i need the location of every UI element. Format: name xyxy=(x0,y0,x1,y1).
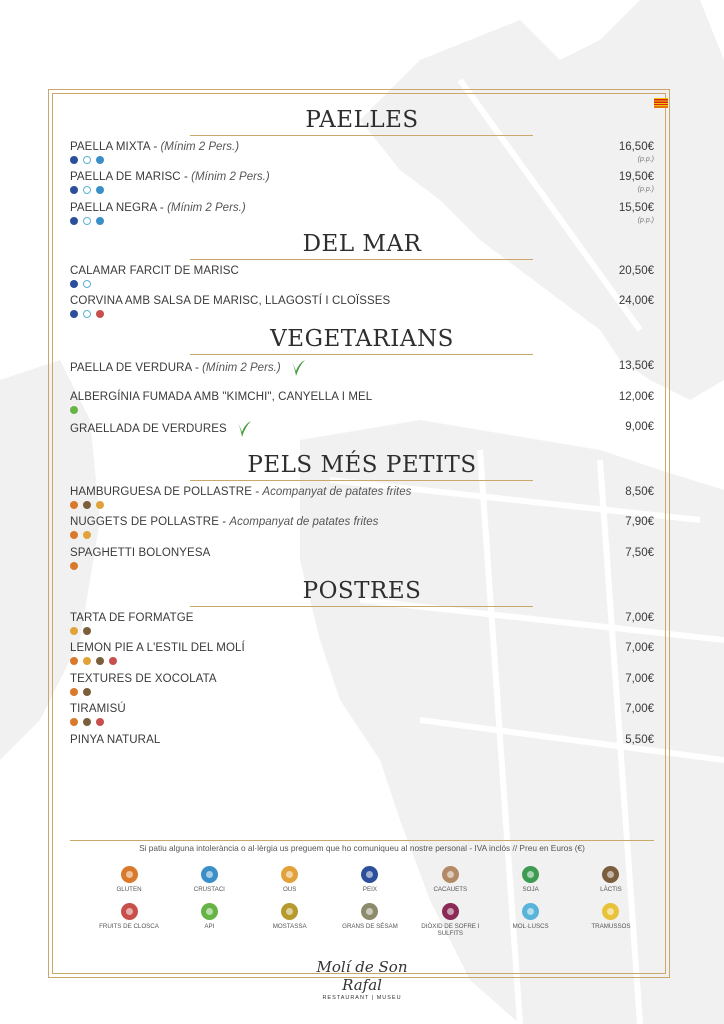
gluten-icon xyxy=(70,688,78,696)
allergen-list xyxy=(70,280,654,289)
allergen-list xyxy=(70,217,654,226)
allergen-list xyxy=(70,531,654,540)
gluten-icon xyxy=(70,501,78,509)
item-note: (Mínim 2 Pers.) xyxy=(160,141,240,153)
tramussos-icon xyxy=(602,903,619,920)
legend-label: MOSTASSA xyxy=(272,923,307,930)
section-paelles xyxy=(70,105,654,229)
menu-item xyxy=(70,140,654,170)
item-name: TEXTURES DE XOCOLATA xyxy=(70,673,217,685)
menu-item xyxy=(70,170,654,201)
legend-item-cacauets xyxy=(411,866,489,893)
menu-item xyxy=(70,641,654,672)
item-name: TARTA DE FORMATGE xyxy=(70,612,194,624)
soja-icon xyxy=(522,866,539,883)
item-note: (Mínim 2 Pers.) xyxy=(167,202,246,214)
gluten-icon xyxy=(70,562,78,570)
legend-item-gluten xyxy=(90,866,168,893)
item-per-person: (p.p.) xyxy=(637,156,654,163)
crustaci-icon xyxy=(96,217,104,225)
legend-label: SOJA xyxy=(522,886,539,893)
item-price: 7,50€ xyxy=(625,547,654,559)
allergen-list xyxy=(70,657,654,666)
section-title: POSTRES xyxy=(302,578,422,604)
item-price: 9,00€ xyxy=(625,421,654,433)
allergy-notice: Si patiu alguna intolerància o al·lèrgia us preguem que ho comuniqueu al nostre personal - IVA inclós // Preu en Euros (€) xyxy=(139,843,585,853)
legend-item-ous xyxy=(251,866,329,893)
ous-icon xyxy=(96,501,104,509)
molluscs-icon xyxy=(83,156,91,164)
allergen-list xyxy=(70,310,654,319)
item-note: (Mínim 2 Pers.) xyxy=(202,362,281,374)
item-name: CALAMAR FARCIT DE MARISC xyxy=(70,265,239,277)
legend-item-api xyxy=(170,903,248,937)
legend-item-sulfits xyxy=(411,903,489,937)
section-underline xyxy=(190,606,533,607)
section-title: VEGETARIANS xyxy=(270,326,454,352)
item-name: PAELLA DE VERDURA - xyxy=(70,362,199,374)
item-note: Acompanyat de patates frites xyxy=(229,516,379,528)
section-vegetarians xyxy=(70,324,654,450)
gluten-icon xyxy=(70,718,78,726)
allergen-list xyxy=(70,156,654,165)
molluscs-icon xyxy=(522,903,539,920)
section-title: DEL MAR xyxy=(302,231,422,257)
legend-row xyxy=(90,903,650,937)
item-price: 15,50€ xyxy=(618,202,654,214)
menu-item xyxy=(70,359,654,390)
item-name: GRAELLADA DE VERDURES xyxy=(70,423,227,435)
item-name: ALBERGÍNIA FUMADA AMB "KIMCHI", CANYELLA I MEL xyxy=(70,391,373,403)
allergen-list xyxy=(70,718,654,727)
fruits-de-closca-icon xyxy=(96,310,104,318)
item-per-person: (p.p.) xyxy=(637,217,654,224)
legend-item-soja xyxy=(492,866,570,893)
item-price: 13,50€ xyxy=(618,360,654,372)
section-del-mar xyxy=(70,229,654,324)
menu-item xyxy=(70,485,654,515)
legend-item-sesam xyxy=(331,903,409,937)
section-underline xyxy=(190,354,533,355)
item-price: 5,50€ xyxy=(625,734,654,746)
lactis-icon xyxy=(602,866,619,883)
item-name: CORVINA AMB SALSA DE MARISC, LLAGOSTÍ I CLOÏSSES xyxy=(70,295,391,307)
sesam-icon xyxy=(361,903,378,920)
menu-item xyxy=(70,515,654,546)
lactis-icon xyxy=(83,688,91,696)
allergen-list xyxy=(70,627,654,636)
legend-label: CRUSTACI xyxy=(193,886,225,893)
peix-icon xyxy=(70,310,78,318)
section-underline xyxy=(190,135,533,136)
legend-item-fruits-de-closca xyxy=(90,903,168,937)
menu-item xyxy=(70,420,654,450)
item-price: 19,50€ xyxy=(618,171,654,183)
item-name: PINYA NATURAL xyxy=(70,734,161,746)
menu-item xyxy=(70,201,654,229)
item-price: 7,00€ xyxy=(625,673,654,685)
footer-divider xyxy=(70,840,654,841)
legend-label: GLUTEN xyxy=(116,886,142,893)
mostassa-icon xyxy=(281,903,298,920)
legend-label: LÀCTIS xyxy=(600,886,622,893)
item-price: 8,50€ xyxy=(625,486,654,498)
legend-item-molluscs xyxy=(492,903,570,937)
allergen-list xyxy=(70,406,654,415)
legend-label: TRAMUSSOS xyxy=(591,923,631,930)
item-price: 7,90€ xyxy=(625,516,654,528)
legend-label: GRANS DE SÉSAM xyxy=(342,923,398,930)
legend-item-crustaci xyxy=(170,866,248,893)
allergen-list xyxy=(70,562,654,571)
item-name: HAMBURGUESA DE POLLASTRE - xyxy=(70,486,260,498)
peix-icon xyxy=(70,217,78,225)
section-underline xyxy=(190,480,533,481)
menu-item xyxy=(70,390,654,420)
item-name: TIRAMISÚ xyxy=(70,703,126,715)
api-icon xyxy=(201,903,218,920)
item-price: 7,00€ xyxy=(625,703,654,715)
item-price: 20,50€ xyxy=(618,265,654,277)
menu-item xyxy=(70,546,654,576)
item-name: NUGGETS DE POLLASTRE - xyxy=(70,516,227,528)
fruits-de-closca-icon xyxy=(109,657,117,665)
legend-label: MOL·LUSCS xyxy=(512,923,549,930)
catalan-flag-icon[interactable] xyxy=(654,98,668,108)
menu-item xyxy=(70,294,654,324)
legend-label: PEIX xyxy=(362,886,378,893)
ous-icon xyxy=(70,627,78,635)
gluten-icon xyxy=(70,531,78,539)
sulfits-icon xyxy=(442,903,459,920)
lactis-icon xyxy=(83,718,91,726)
legend-label: OUS xyxy=(282,886,297,893)
item-price: 7,00€ xyxy=(625,612,654,624)
legend-item-tramussos xyxy=(572,903,650,937)
fruits-de-closca-icon xyxy=(121,903,138,920)
item-name: PAELLA NEGRA - xyxy=(70,202,164,214)
vegan-leaf-icon xyxy=(236,420,252,438)
menu-item xyxy=(70,264,654,294)
section-postres xyxy=(70,576,654,749)
ous-icon xyxy=(281,866,298,883)
cacauets-icon xyxy=(442,866,459,883)
peix-icon xyxy=(70,280,78,288)
menu-item xyxy=(70,611,654,641)
molluscs-icon xyxy=(83,310,91,318)
allergen-list xyxy=(70,501,654,510)
vegan-leaf-icon xyxy=(290,359,306,377)
item-name: SPAGHETTI BOLONYESA xyxy=(70,547,211,559)
gluten-icon xyxy=(121,866,138,883)
logo-subtitle: RESTAURANT | MUSEU xyxy=(322,995,402,1001)
item-name: PAELLA MIXTA - xyxy=(70,141,158,153)
legend-item-lactis xyxy=(572,866,650,893)
menu-item xyxy=(70,733,654,749)
peix-icon xyxy=(70,186,78,194)
menu-content xyxy=(70,103,654,749)
allergen-list xyxy=(70,688,654,697)
section-title: PAELLES xyxy=(305,107,419,133)
legend-item-peix xyxy=(331,866,409,893)
item-price: 12,00€ xyxy=(618,391,654,403)
molluscs-icon xyxy=(83,280,91,288)
item-price: 7,00€ xyxy=(625,642,654,654)
fruits-de-closca-icon xyxy=(96,718,104,726)
legend-label: API xyxy=(204,923,215,930)
allergen-list xyxy=(70,186,654,195)
legend-label: FRUITS DE CLOSCA xyxy=(99,923,159,930)
ous-icon xyxy=(83,531,91,539)
legend-row xyxy=(90,866,650,893)
molluscs-icon xyxy=(83,217,91,225)
item-note: (Mínim 2 Pers.) xyxy=(191,171,270,183)
menu-item xyxy=(70,672,654,702)
lactis-icon xyxy=(96,657,104,665)
menu-item xyxy=(70,702,654,733)
gluten-icon xyxy=(70,657,78,665)
restaurant-logo xyxy=(300,958,424,1001)
api-icon xyxy=(70,406,78,414)
legend-item-mostassa xyxy=(251,903,329,937)
item-name: LEMON PIE A L'ESTIL DEL MOLÍ xyxy=(70,642,245,654)
allergen-legend xyxy=(90,866,650,947)
legend-label: DIÒXID DE SOFRE I SULFITS xyxy=(421,923,480,937)
lactis-icon xyxy=(83,627,91,635)
crustaci-icon xyxy=(96,186,104,194)
item-per-person: (p.p.) xyxy=(637,186,654,193)
peix-icon xyxy=(70,156,78,164)
section-underline xyxy=(190,259,533,260)
ous-icon xyxy=(83,657,91,665)
section-title: PELS MÉS PETITS xyxy=(247,452,477,478)
legend-label: CACAUETS xyxy=(433,886,468,893)
crustaci-icon xyxy=(96,156,104,164)
item-note: Acompanyat de patates frites xyxy=(262,486,412,498)
crustaci-icon xyxy=(201,866,218,883)
item-price: 24,00€ xyxy=(618,295,654,307)
molluscs-icon xyxy=(83,186,91,194)
section-pels-mes-petits xyxy=(70,450,654,576)
item-name: PAELLA DE MARISC - xyxy=(70,171,188,183)
item-price: 16,50€ xyxy=(618,141,654,153)
lactis-icon xyxy=(83,501,91,509)
logo-name: Molí de Son Rafal xyxy=(316,958,408,994)
peix-icon xyxy=(361,866,378,883)
